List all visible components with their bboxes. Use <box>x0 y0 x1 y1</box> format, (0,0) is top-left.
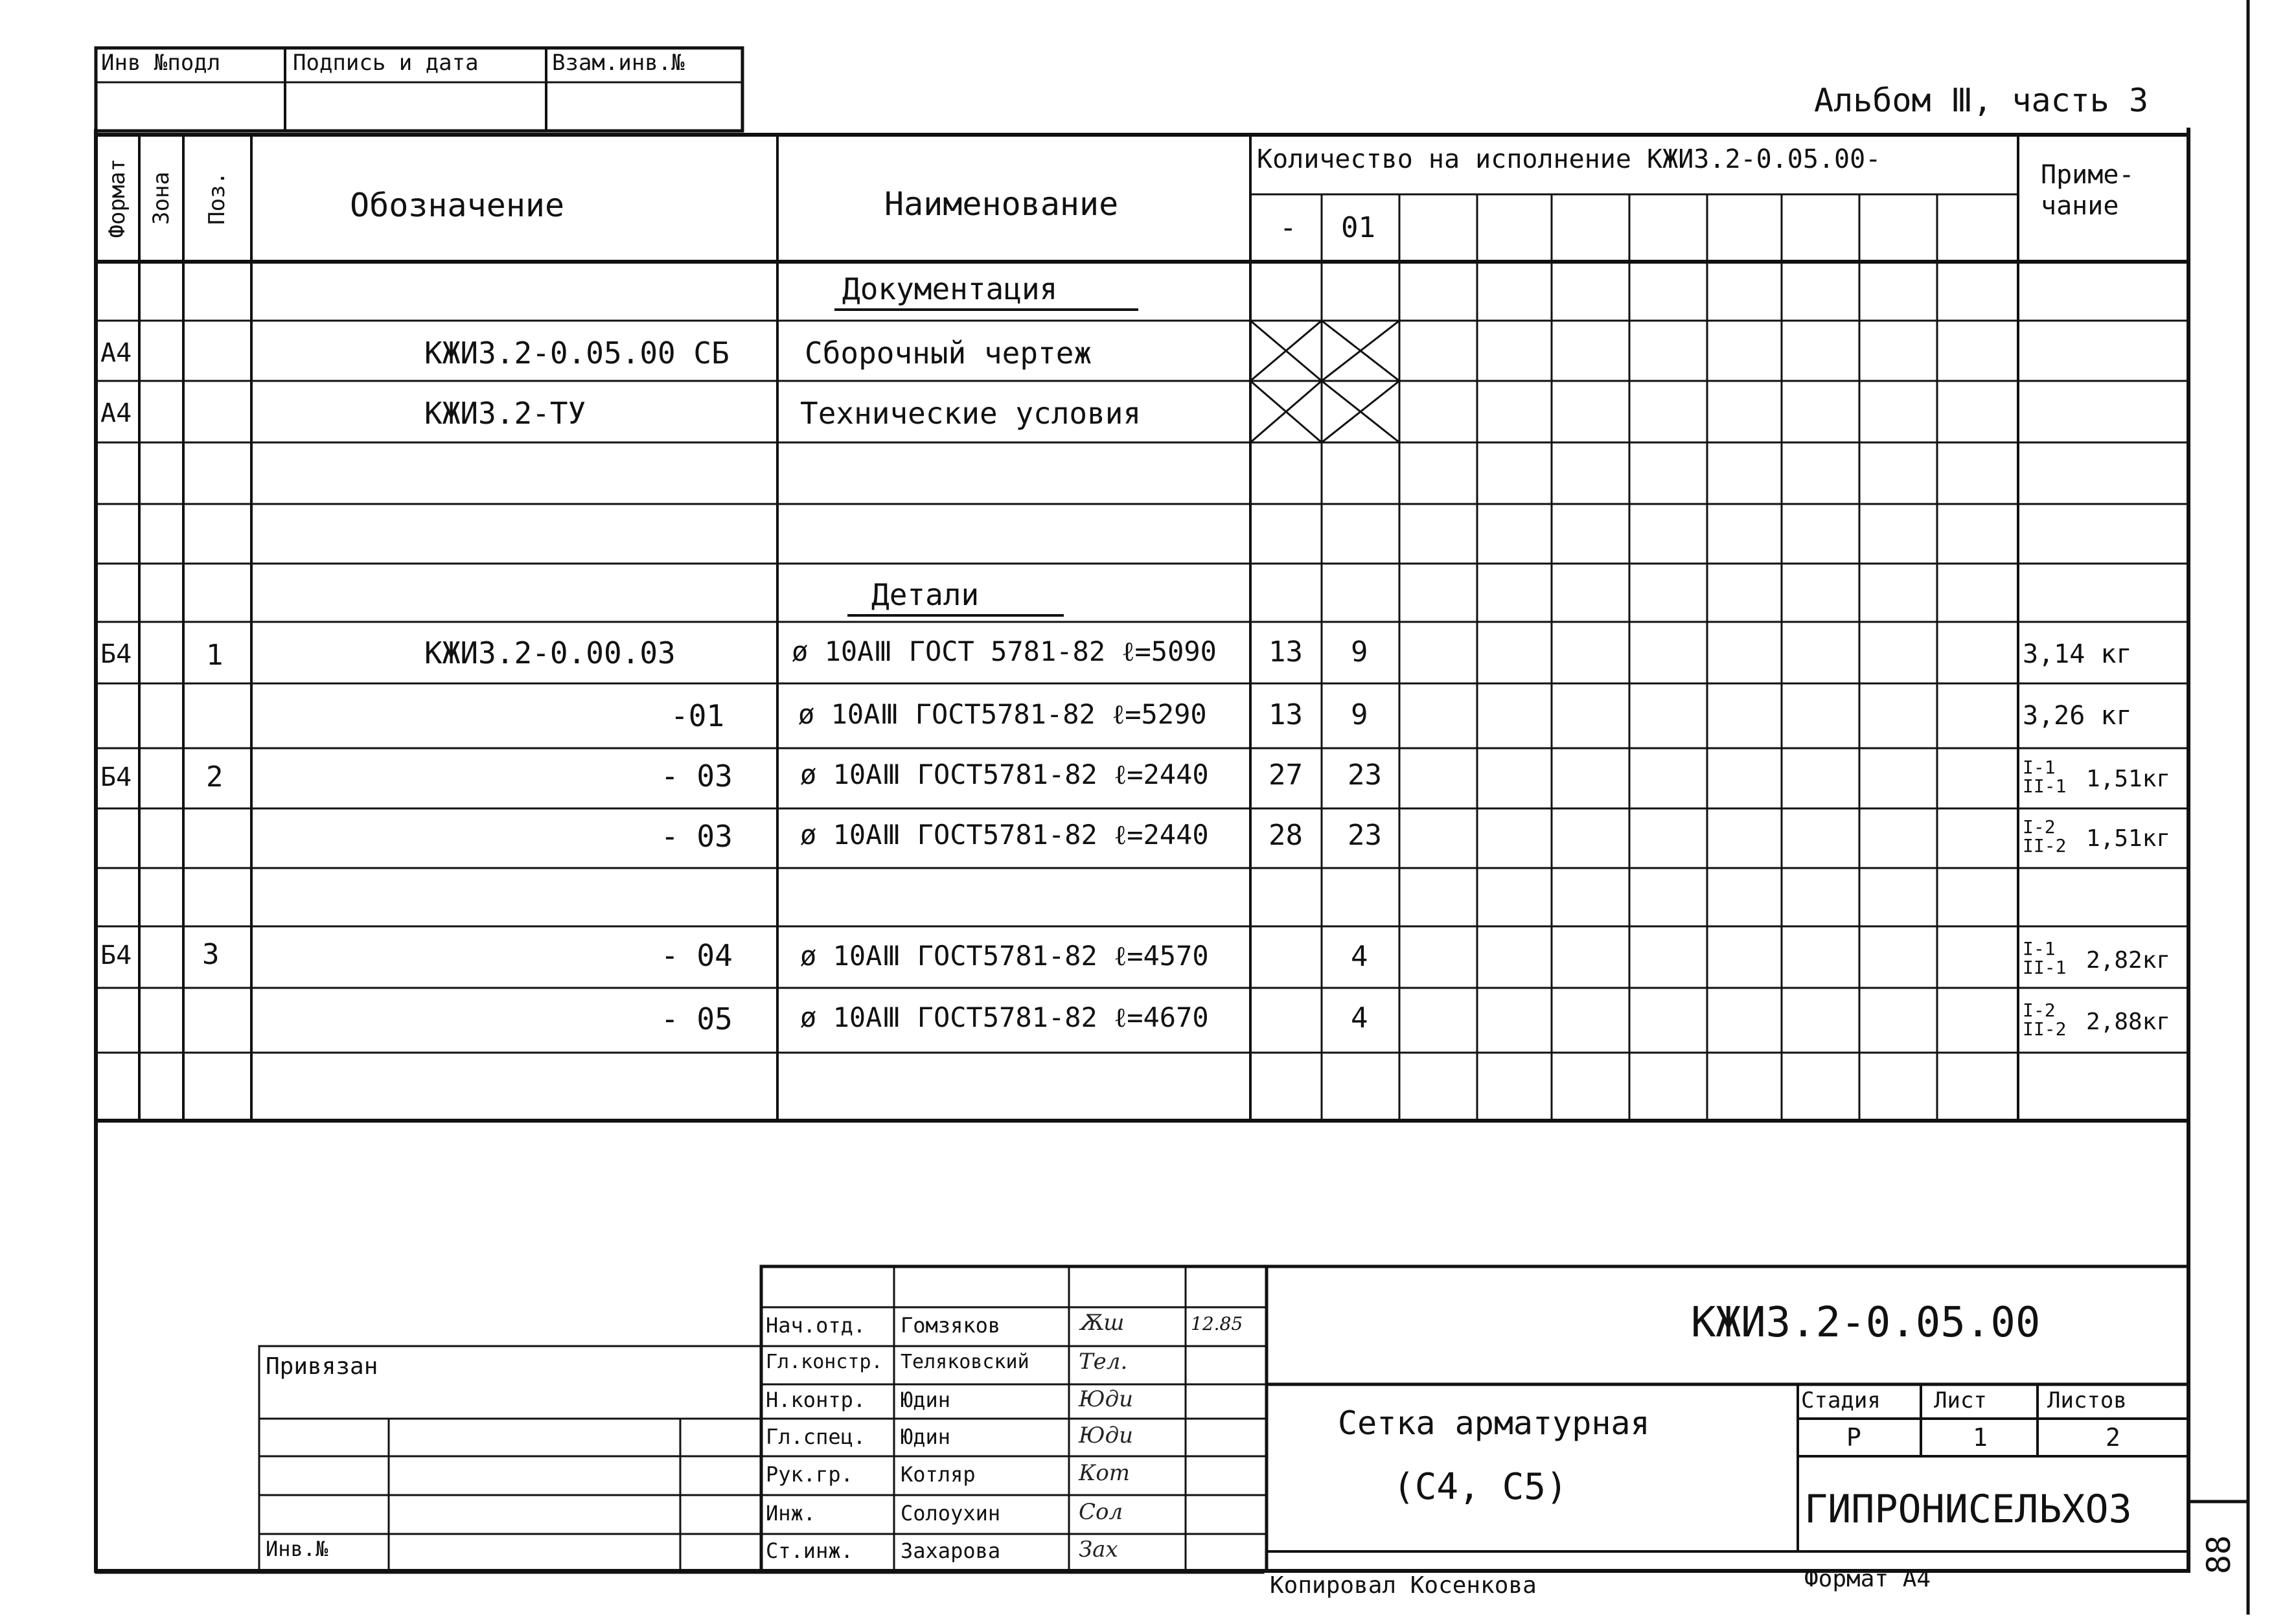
row-note: 3,14 кг <box>2023 639 2132 669</box>
signature: Юди <box>1079 1386 1134 1412</box>
role-label: Инж. <box>766 1501 816 1526</box>
role-label: Н.контр. <box>766 1388 866 1412</box>
row-note: 3,26 кг <box>2023 701 2132 731</box>
product-title: Сетка арматурная <box>1338 1404 1650 1442</box>
zone-column-header: Зона <box>148 172 174 225</box>
row-name: ø 10АⅢ ГОСТ5781-82 ℓ=4570 <box>800 940 1209 972</box>
designation-column-header: Обозначение <box>350 187 565 224</box>
row-designation: КЖИ3.2-ТУ <box>424 396 586 431</box>
stage-label: Стадия <box>1801 1388 1881 1413</box>
signature: Кот <box>1079 1460 1131 1486</box>
row-qty-01: 9 <box>1351 698 1368 731</box>
row-note: 1,51кг <box>2086 825 2171 852</box>
row-position: 2 <box>206 761 224 794</box>
signature: Ѫш <box>1079 1310 1125 1336</box>
quantity-dash-column-header: - <box>1280 211 1297 244</box>
privyazan-label: Привязан <box>266 1353 378 1380</box>
role-label: Рук.гр. <box>766 1462 853 1487</box>
page-number: 88 <box>2200 1535 2238 1575</box>
row-qty-01: 23 <box>1348 819 1382 852</box>
inv-number-label: Инв.№ <box>266 1537 328 1561</box>
row-format: А4 <box>100 398 132 428</box>
row-note-fraction: I-1 II-1 <box>2023 938 2067 979</box>
role-label: Гл.констр. <box>766 1351 883 1373</box>
row-qty-01: 9 <box>1351 635 1368 669</box>
row-note: 1,51кг <box>2086 766 2171 792</box>
row-designation: - 04 <box>661 938 733 973</box>
row-note: 2,88кг <box>2086 1009 2171 1035</box>
row-name: ø 10АⅢ ГОСТ5781-82 ℓ=2440 <box>800 819 1209 851</box>
row-note-fraction: I-1 II-1 <box>2023 757 2067 797</box>
row-position: 1 <box>206 639 224 672</box>
row-qty-dash: 13 <box>1269 635 1303 669</box>
format-label: Формат А4 <box>1804 1566 1931 1592</box>
sheets-label: Листов <box>2047 1388 2127 1413</box>
organization-name: ГИПРОНИСЕЛЬХОЗ <box>1804 1487 2132 1532</box>
signature: Юди <box>1079 1423 1134 1448</box>
stage-value: Р <box>1846 1423 1861 1452</box>
quantity-column-header: Количество на исполнение КЖИ3.2-0.05.00- <box>1257 144 1881 174</box>
row-format: А4 <box>100 338 132 368</box>
row-name: Технические условия <box>800 396 1142 431</box>
row-note-fraction: I-2 II-2 <box>2023 1000 2067 1040</box>
role-person: Теляковский <box>901 1351 1029 1373</box>
sheets-value: 2 <box>2106 1423 2120 1452</box>
drawing-code: КЖИ3.2-0.05.00 <box>1691 1299 2041 1347</box>
row-name: ø 10АⅢ ГОСТ5781-82 ℓ=5290 <box>798 698 1207 730</box>
row-name: ø 10АⅢ ГОСТ5781-82 ℓ=2440 <box>800 759 1209 790</box>
row-name: ø 10АⅢ ГОСТ 5781-82 ℓ=5090 <box>792 635 1217 667</box>
note-column-header: Приме- чание <box>2041 160 2135 221</box>
copied-by: Копировал Косенкова <box>1270 1572 1537 1599</box>
section-details: Детали <box>871 577 980 612</box>
row-name: Сборочный чертеж <box>805 336 1092 371</box>
album-label: Альбом Ⅲ, часть 3 <box>1814 82 2149 119</box>
role-person: Гомзяков <box>901 1313 1001 1338</box>
row-qty-dash: 27 <box>1269 759 1303 792</box>
row-designation: - 03 <box>661 759 733 794</box>
row-qty-01: 23 <box>1348 759 1382 792</box>
vzam-inv-header: Взам.инв.№ <box>552 50 685 76</box>
signature: Тел. <box>1079 1349 1128 1375</box>
position-column-header: Поз. <box>204 172 230 225</box>
quantity-01-column-header: 01 <box>1341 211 1375 244</box>
row-qty-dash: 28 <box>1269 819 1303 852</box>
role-label: Нач.отд. <box>766 1313 866 1338</box>
role-person: Котляр <box>901 1462 976 1487</box>
signature: Сол <box>1079 1499 1123 1525</box>
role-date: 12.85 <box>1191 1313 1243 1334</box>
role-person: Юдин <box>901 1388 951 1412</box>
signature-date-header: Подпись и дата <box>293 50 479 76</box>
role-person: Солоухин <box>901 1501 1001 1526</box>
role-label: Гл.спец. <box>766 1424 866 1449</box>
sheet-value: 1 <box>1973 1423 1988 1452</box>
row-designation: - 05 <box>661 1001 733 1036</box>
sheet-label: Лист <box>1934 1388 1987 1413</box>
row-designation: КЖИ3.2-0.00.03 <box>424 635 676 670</box>
row-designation: КЖИ3.2-0.05.00 СБ <box>424 336 729 371</box>
row-qty-01: 4 <box>1351 1001 1368 1035</box>
row-designation: -01 <box>671 698 725 733</box>
row-position: 3 <box>202 938 220 971</box>
row-qty-01: 4 <box>1351 940 1368 973</box>
row-format: Б4 <box>100 762 132 792</box>
row-note: 2,82кг <box>2086 947 2171 974</box>
inv-podl-header: Инв №подл <box>101 50 221 76</box>
row-format: Б4 <box>100 639 132 669</box>
role-person: Юдин <box>901 1424 951 1449</box>
row-designation: - 03 <box>661 819 733 854</box>
product-marks: (С4, С5) <box>1393 1466 1568 1508</box>
signature: Зах <box>1079 1537 1118 1562</box>
row-qty-dash: 13 <box>1269 698 1303 731</box>
row-name: ø 10АⅢ ГОСТ5781-82 ℓ=4670 <box>800 1001 1209 1033</box>
name-column-header: Наименование <box>884 185 1119 223</box>
row-format: Б4 <box>100 941 132 970</box>
section-documentation: Документация <box>842 271 1058 306</box>
row-note-fraction: I-2 II-2 <box>2023 816 2067 857</box>
role-label: Ст.инж. <box>766 1538 853 1563</box>
format-column-header: Формат <box>104 158 130 238</box>
role-person: Захарова <box>901 1538 1001 1563</box>
